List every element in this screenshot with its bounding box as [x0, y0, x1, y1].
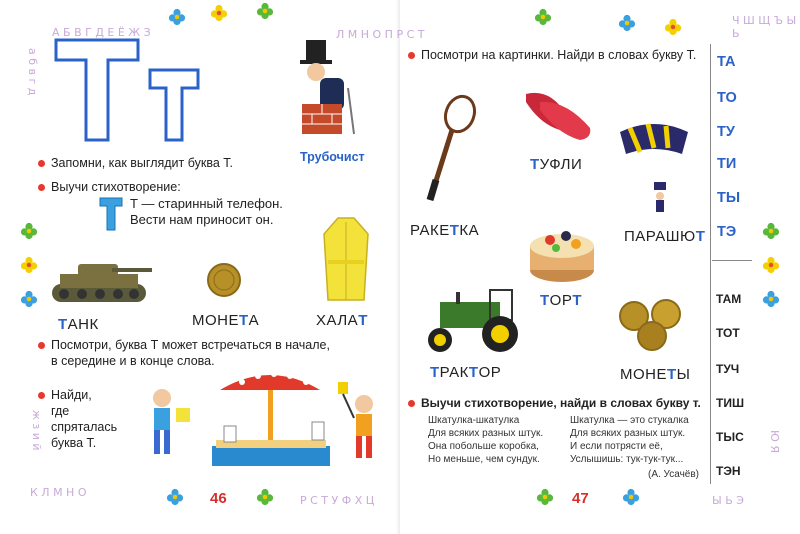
poem-line-2: Вести нам приносит он. [130, 212, 274, 227]
left-page [0, 0, 398, 534]
flower-icon [210, 4, 228, 22]
syllable: ТА [717, 54, 736, 70]
decor-letters-top-right: Л М Н О П Р С Т [336, 28, 425, 41]
chimney-sweep-image [292, 38, 362, 138]
decor-letters-bottom-mid: Р С Т У Ф Х Ц [300, 494, 375, 507]
poem-title: Выучи стихотворение, найди в словах букву т. [408, 396, 701, 410]
poem-column-1 [428, 414, 543, 466]
word-tractor: ТРАКТОР [430, 364, 502, 381]
big-letter-t-outline [52, 36, 202, 146]
syllable-separator [712, 260, 752, 261]
bullet-dot [38, 392, 45, 399]
decor-letters-bottom-left: К Л М Н О [30, 486, 87, 499]
tractor-image [416, 288, 526, 354]
remember-line [38, 156, 233, 170]
sandbox-scene-image [140, 368, 390, 472]
poem-line: Она побольше коробка, [428, 441, 539, 452]
cake-image [526, 214, 598, 288]
poem-line-1: Т — старинный телефон. [130, 196, 283, 211]
flower-icon [618, 14, 636, 32]
decor-letters-bottom-side-left: ж з и й [30, 410, 43, 451]
word-parachute: ПАРАШЮТ [624, 228, 706, 245]
find-line-1: Найди, [38, 388, 92, 402]
flower-icon [534, 8, 552, 26]
decor-letters-side-left: а б в г д [26, 48, 39, 96]
poem-line: Для всяких разных штук. [428, 428, 544, 439]
flower-icon [762, 222, 780, 240]
learn-poem-text: Выучи стихотворение: [51, 180, 181, 194]
word-coins: МОНЕТЫ [620, 366, 691, 383]
word-coin: МОНЕТА [192, 312, 260, 329]
word-tank: ТАНК [58, 316, 99, 333]
syllable-word: ТИШ [716, 396, 745, 410]
syllable-word: ТАМ [716, 292, 742, 306]
note-line-1: Посмотри, буква Т может встречаться в начале, [38, 338, 330, 352]
poem-line: И если потрясти её, [570, 441, 663, 452]
find-line-3: спряталась [51, 420, 118, 434]
flower-icon [622, 488, 640, 506]
syllable: ТИ [717, 156, 737, 172]
flower-icon [762, 256, 780, 274]
flower-icon [20, 256, 38, 274]
bullet-dot [408, 52, 415, 59]
flower-icon [256, 488, 274, 506]
syllable: ТУ [717, 124, 735, 140]
shoes-image [520, 84, 598, 144]
word-shoes: ТУФЛИ [530, 156, 583, 173]
bullet-dot [408, 400, 415, 407]
word-racket: РАКЕТКА [410, 222, 480, 239]
page-number-left: 46 [210, 490, 227, 507]
instruction-line: Посмотри на картинки. Найди в словах букву Т. [408, 48, 696, 62]
note-line-2: в середине и в конце слова. [51, 354, 215, 368]
decor-letters-side-right: Ч Ш Щ Ъ Ы Ь [732, 14, 797, 40]
poem-author: (А. Усачёв) [648, 469, 699, 480]
robe-image [320, 214, 372, 304]
syllable: ТЭ [717, 224, 737, 240]
learn-poem-line [38, 180, 181, 194]
word-robe: ХАЛАТ [316, 312, 368, 329]
syllable-word: ТУЧ [716, 362, 740, 376]
decor-letters-bottom-right: Ы Ь Э [712, 494, 744, 507]
flower-icon [664, 18, 682, 36]
word-cake: ТОРТ [540, 292, 583, 309]
coins-image [616, 298, 692, 354]
striped-garment-image [616, 118, 692, 164]
bullet-dot [38, 184, 45, 191]
flower-icon [20, 222, 38, 240]
decor-letters-bottom-side-right: Ю Я [768, 430, 781, 454]
flower-icon [536, 488, 554, 506]
coin-image [206, 262, 242, 298]
bullet-dot [38, 160, 45, 167]
poem-line: Для всяких разных штук. [570, 428, 686, 439]
remember-text: Запомни, как выглядит буква Т. [51, 156, 233, 170]
chimney-sweep-label-text: Трубочист [300, 150, 365, 164]
flower-icon [20, 290, 38, 308]
flower-icon [166, 488, 184, 506]
syllable: ТЫ [717, 190, 741, 206]
poem-line: Шкатулка — это стукалка [570, 415, 689, 426]
parachute-image [650, 180, 670, 216]
flower-icon [168, 8, 186, 26]
poem-line: Но меньше, чем сундук. [428, 454, 540, 465]
syllable-word: ТЫС [716, 430, 744, 444]
bullet-dot [38, 342, 45, 349]
syllable-divider [710, 44, 711, 484]
find-line-2: где [51, 404, 70, 418]
flower-icon [256, 2, 274, 20]
poem-line: Шкатулка-шкатулка [428, 415, 520, 426]
syllable-word: ТОТ [716, 326, 740, 340]
find-line-4: буква Т. [51, 436, 97, 450]
page-number-right: 47 [572, 490, 589, 507]
tank-image [42, 254, 154, 308]
chimney-sweep-label [300, 150, 365, 164]
racket-image [422, 94, 478, 204]
flower-icon [762, 290, 780, 308]
syllable-word: ТЭН [716, 464, 741, 478]
poem-column-2 [570, 414, 689, 466]
syllable: ТО [717, 90, 737, 106]
letter-t-icon [98, 196, 124, 232]
decor-letters-top-left: А Б В Г Д Е Ё Ж З [52, 26, 151, 39]
poem-line: Услышишь: тук-тук-тук... [570, 454, 684, 465]
